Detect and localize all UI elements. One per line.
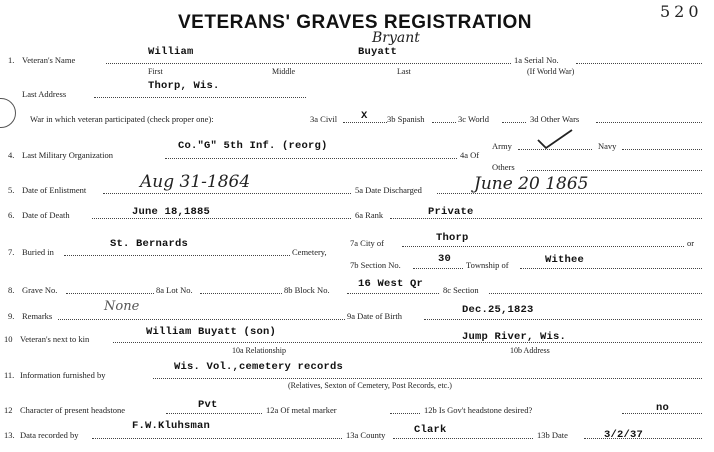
recorded-date-label: 13b Date [537,430,568,440]
war-label: War in which veteran participated (check proper one): [30,114,214,124]
enlistment-label: Date of Enlistment [22,185,87,195]
or-label: or [687,238,695,248]
city-label: 7a City of [350,238,384,248]
last-address-value: Thorp, Wis. [148,80,220,92]
last-name-value: Buyatt [358,46,398,58]
rank-label: 6a Rank [355,210,384,220]
govt-headstone-label: 12b Is Gov't headstone desired? [424,405,533,415]
next-of-kin-label: Veteran's next to kin [20,334,90,344]
section-label: 7b Section No. [350,260,401,270]
recorded-date-value: 3/2/37 [604,429,644,441]
info-furnished-sub: (Relatives, Sexton of Cemetery, Post Records, etc.) [288,381,452,390]
middle-name-hand: Bryant [372,30,420,46]
army-label: Army [492,141,512,151]
war-other-label: 3d Other Wars [530,114,580,124]
row1-num: 1. [8,55,15,65]
row9-num: 9. [8,311,15,321]
govt-headstone-value: no [656,402,670,414]
city-value: Thorp [436,232,469,244]
township-label: Township of [466,260,509,270]
sub-first: First [148,67,163,76]
metal-marker-label: 12a Of metal marker [266,405,337,415]
cemetery-label: Cemetery, [292,247,327,257]
military-org-value: Co."G" 5th Inf. (reorg) [178,140,328,152]
recorded-by-value: F.W.Kluhsman [132,420,211,432]
info-furnished-label: Information furnished by [20,370,106,380]
birth-date-value: Dec.25,1823 [462,304,534,316]
war-spanish-label: 3b Spanish [387,114,425,124]
card-title: VETERANS' GRAVES REGISTRATION [178,12,533,33]
row8-num: 8. [8,285,15,295]
township-value: Withee [545,254,585,266]
sub-last: Last [397,67,411,76]
block-no-label: 8b Block No. [284,285,330,295]
section-8c-label: 8c Section [443,285,479,295]
war-civil-mark: X [361,110,368,122]
row5-num: 5. [8,185,15,195]
buried-in-label: Buried in [22,247,54,257]
navy-label: Navy [598,141,617,151]
headstone-label: Character of present headstone [20,405,126,415]
war-world-label: 3c World [458,114,490,124]
next-of-kin-value: William Buyatt (son) [146,326,277,338]
veteran-name-label: Veteran's Name [22,55,76,65]
county-label: 13a County [346,430,386,440]
sub-world-war: (If World War) [527,67,575,76]
recorded-by-label: Data recorded by [20,430,79,440]
discharged-hand: June 20 1865 [474,174,589,194]
row4-num: 4. [8,150,15,160]
first-name-value: William [148,46,194,58]
last-address-label: Last Address [22,89,67,99]
sub-middle: Middle [272,67,296,76]
discharged-label: 5a Date Discharged [355,185,422,195]
address-sub: 10b Address [510,346,550,355]
remarks-hand: None [104,299,140,314]
row10-num: 10 [4,334,13,344]
next-of-kin-address: Jump River, Wis. [462,331,567,343]
grave-no-label: Grave No. [22,285,58,295]
county-value: Clark [414,424,447,436]
death-date-label: Date of Death [22,210,70,220]
row11-num: 11. [4,370,15,380]
military-org-label: Last Military Organization [22,150,113,160]
corner-number: 520 [660,2,703,21]
row12-num: 12 [4,405,13,415]
info-furnished-value: Wis. Vol.,cemetery records [174,361,344,373]
rank-value: Private [428,206,474,218]
serial-label: 1a Serial No. [514,55,559,65]
relationship-sub: 10a Relationship [232,346,286,355]
of-label: 4a Of [460,150,480,160]
enlistment-hand: Aug 31-1864 [140,172,251,192]
buried-in-value: St. Bernards [110,238,189,250]
army-check-mark [536,128,576,152]
birth-date-label: 9a Date of Birth [347,311,402,321]
section-value: 30 [438,253,452,265]
headstone-value: Pvt [198,399,218,411]
others-label: Others [492,162,515,172]
war-civil-label: 3a Civil [310,114,338,124]
lot-no-label: 8a Lot No. [156,285,193,295]
row6-num: 6. [8,210,15,220]
block-no-value: 16 West Qr [358,278,424,290]
punch-hole [0,98,16,128]
row7-num: 7. [8,247,15,257]
remarks-label: Remarks [22,311,53,321]
death-date-value: June 18,1885 [132,206,211,218]
row13-num: 13. [4,430,15,440]
